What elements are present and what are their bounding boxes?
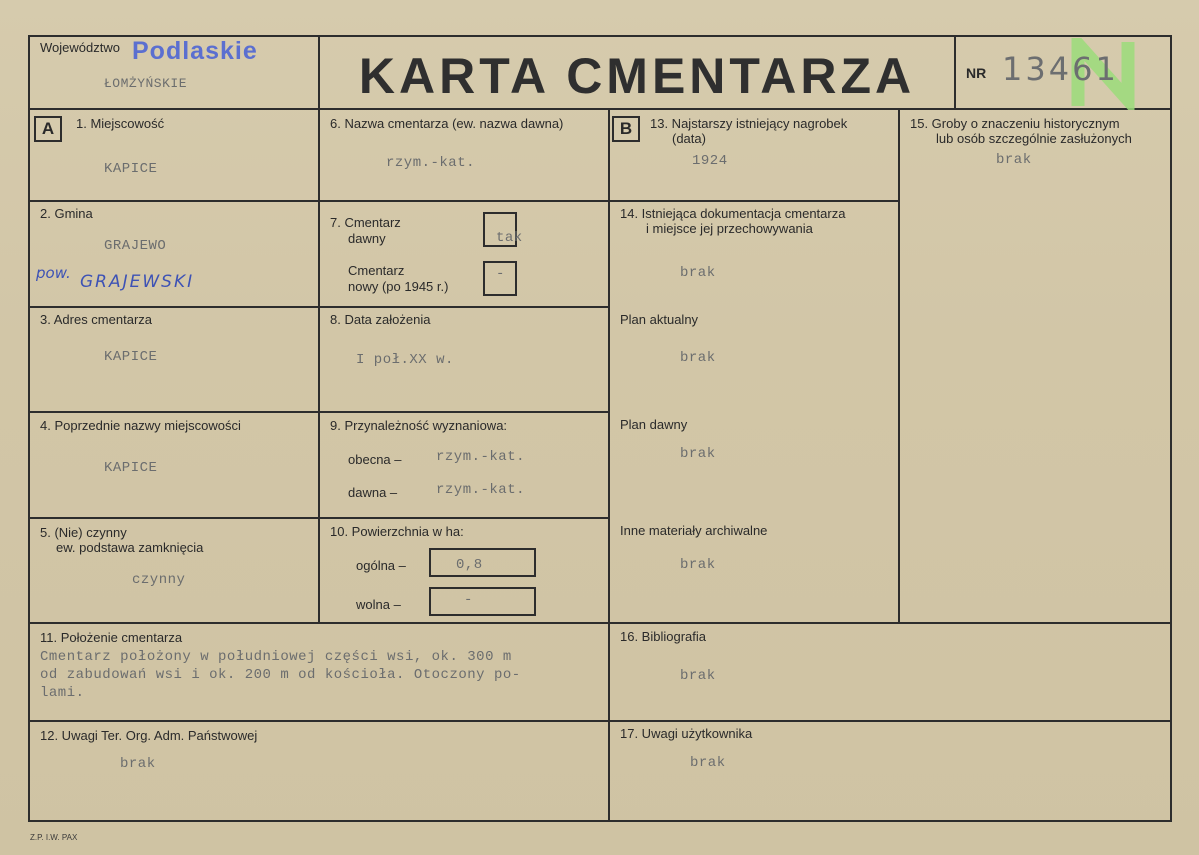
- field-11-line-1: Cmentarz położony w południowej części wsi, ok. 300 m: [40, 649, 512, 665]
- field-17-value: brak: [690, 755, 726, 771]
- field-7-nowy-label-2: nowy (po 1945 r.): [348, 279, 449, 294]
- field-10-wolna-value: -: [464, 592, 473, 608]
- field-7-nowy-value: -: [496, 266, 505, 282]
- field-16-label: 16. Bibliografia: [620, 629, 706, 644]
- field-12-label: 12. Uwagi Ter. Org. Adm. Państwowej: [40, 728, 258, 743]
- field-7-dawny-value: tak: [496, 230, 523, 246]
- field-13-value: 1924: [692, 153, 728, 169]
- field-15-value: brak: [996, 152, 1032, 168]
- plan-aktualny-value: brak: [680, 350, 716, 366]
- field-6-value: rzym.-kat.: [386, 155, 476, 171]
- nr-label: NR: [966, 65, 987, 81]
- nr-divider: [954, 35, 956, 108]
- row-divider-2: [28, 306, 610, 308]
- section-a-marker: A: [34, 116, 62, 142]
- field-1-label: 1. Miejscowość: [76, 116, 165, 131]
- field-10-wolna-label: wolna –: [356, 597, 401, 612]
- field-2-label: 2. Gmina: [40, 206, 93, 221]
- field-12-value: brak: [120, 756, 156, 772]
- wojewodztwo-label: Województwo: [40, 40, 120, 55]
- plan-dawny-value: brak: [680, 446, 716, 462]
- field-7-dawny-label-2: dawny: [348, 231, 386, 246]
- field-7-dawny-label-1: 7. Cmentarz: [330, 215, 401, 230]
- field-15-label-2: lub osób szczególnie zasłużonych: [936, 131, 1132, 146]
- field-10-wolna-box: [429, 587, 536, 616]
- field-14-value: brak: [680, 265, 716, 281]
- col-divider-3: [898, 108, 900, 622]
- field-4-value: KAPICE: [104, 460, 158, 476]
- field-3-value: KAPICE: [104, 349, 158, 365]
- field-5-label-2: ew. podstawa zamknięcia: [56, 540, 204, 555]
- inne-materialy-value: brak: [680, 557, 716, 573]
- field-1-value: KAPICE: [104, 161, 158, 177]
- inne-materialy-label: Inne materiały archiwalne: [620, 523, 768, 538]
- field-9-dawna-label: dawna –: [348, 485, 398, 500]
- printer-mark: Z.P. I.W. PAX: [30, 833, 78, 842]
- field-5-label-1: 5. (Nie) czynny: [40, 525, 127, 540]
- field-9-dawna-value: rzym.-kat.: [436, 482, 526, 498]
- field-17-label: 17. Uwagi użytkownika: [620, 726, 753, 741]
- header-divider: [28, 108, 1172, 110]
- row-divider-3: [28, 411, 610, 413]
- field-10-ogolna-label: ogólna –: [356, 558, 406, 573]
- col-divider-1: [318, 35, 320, 622]
- nr-value: 13461: [1002, 50, 1119, 88]
- field-7-nowy-label-1: Cmentarz: [348, 263, 405, 278]
- field-2-pow-value: GRAJEWSKI: [80, 272, 195, 292]
- field-2-pow-prefix: pow.: [36, 264, 71, 282]
- field-9-label: 9. Przynależność wyznaniowa:: [330, 418, 508, 433]
- col-divider-2: [608, 108, 610, 822]
- row-divider-1: [28, 200, 610, 202]
- field-10-label: 10. Powierzchnia w ha:: [330, 524, 464, 539]
- field-11-label: 11. Położenie cmentarza: [40, 630, 183, 645]
- field-8-label: 8. Data założenia: [330, 312, 431, 327]
- section-b-marker: B: [612, 116, 640, 142]
- field-2-value: GRAJEWO: [104, 238, 167, 254]
- wojewodztwo-stamp: Podlaskie: [132, 37, 258, 65]
- field-11-line-3: lami.: [40, 685, 85, 701]
- field-15-label-1: 15. Groby o znaczeniu historycznym: [910, 116, 1120, 131]
- field-11-line-2: od zabudowań wsi i ok. 200 m od kościoła. Otoczony po-: [40, 667, 521, 683]
- field-8-value: I poł.XX w.: [356, 352, 454, 368]
- field-4-label: 4. Poprzednie nazwy miejscowości: [40, 418, 241, 433]
- field-9-obecna-value: rzym.-kat.: [436, 449, 526, 465]
- field-16-value: brak: [680, 668, 716, 684]
- field-10-ogolna-value: 0,8: [456, 557, 483, 573]
- field-3-label: 3. Adres cmentarza: [40, 312, 152, 327]
- plan-aktualny-label: Plan aktualny: [620, 312, 699, 327]
- plan-dawny-label: Plan dawny: [620, 417, 688, 432]
- page-title: KARTA CMENTARZA: [358, 48, 916, 104]
- field-6-label: 6. Nazwa cmentarza (ew. nazwa dawna): [330, 116, 564, 131]
- row-divider-5: [28, 622, 1172, 624]
- field-9-obecna-label: obecna –: [348, 452, 402, 467]
- field-14-label-1: 14. Istniejąca dokumentacja cmentarza: [620, 206, 846, 221]
- wojewodztwo-old: ŁOMŻYŃSKIE: [104, 76, 188, 91]
- row-divider-b1: [608, 200, 900, 202]
- row-divider-4: [28, 517, 610, 519]
- row-divider-6: [28, 720, 1172, 722]
- field-13-label-1: 13. Najstarszy istniejący nagrobek: [650, 116, 848, 131]
- field-5-value: czynny: [132, 572, 186, 588]
- field-13-label-2: (data): [672, 131, 706, 146]
- field-14-label-2: i miejsce jej przechowywania: [646, 221, 813, 236]
